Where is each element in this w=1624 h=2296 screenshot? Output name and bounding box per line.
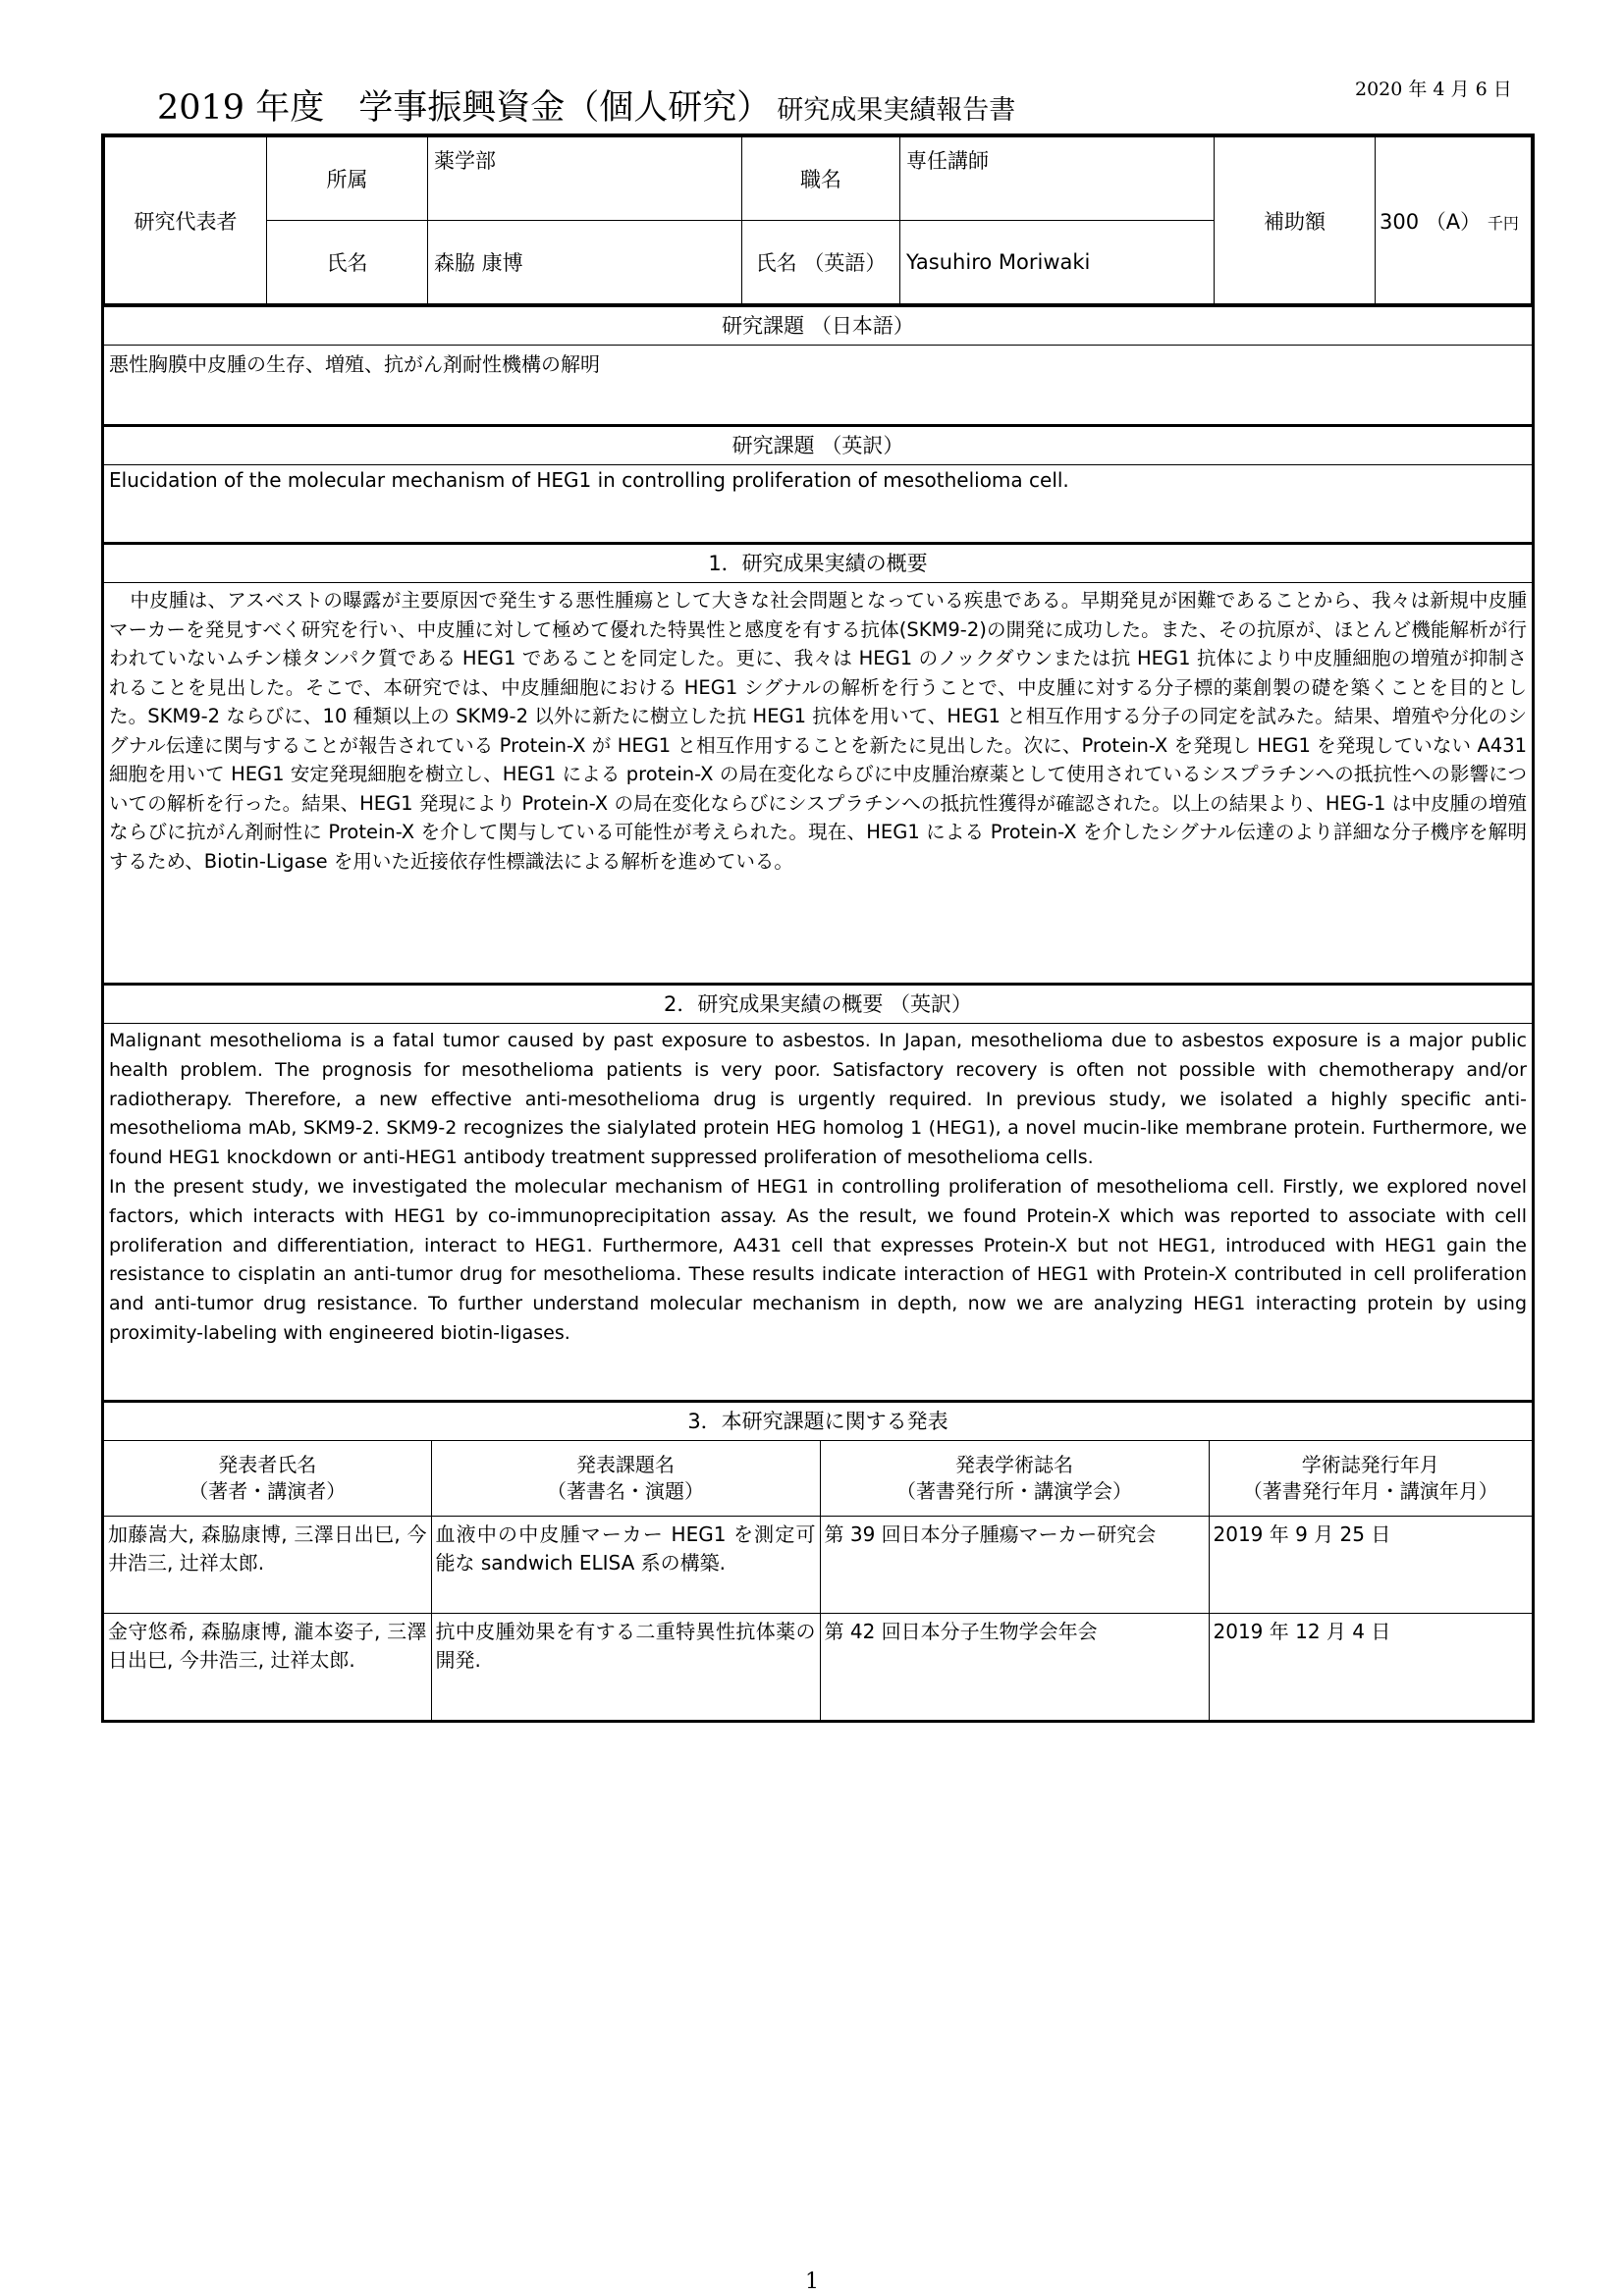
col-date-line2: （著書発行年月・講演年月） xyxy=(1242,1479,1498,1503)
col-date-header xyxy=(1209,1441,1532,1517)
affiliation-label: 所属 xyxy=(267,137,428,221)
row-2-title: 抗中皮腫効果を有する二重特異性抗体薬の開発. xyxy=(431,1614,820,1721)
table-row xyxy=(104,1517,1532,1614)
row-1-authors: 加藤嵩大, 森脇康博, 三澤日出巳, 今井浩三, 辻祥太郎. xyxy=(104,1517,431,1614)
summary-en-paragraph-2: In the present study, we investigated the molecular mechanism of HEG1 in controlling proliferation of mesothelioma cell. Firstly, we explored novel factors, which interacts with HEG1 by co-immunoprecipitation assay. As the result, we found Protein-X which was reported to associate with cell proliferation and differentiation, interact to HEG1. Furthermore, A431 cell that expresses Protein-X but not HEG1, introduced with HEG1 gain the resistance to cisplatin an anti-tumor drug for mesothelioma. These results indicate interaction of HEG1 with Protein-X contributed in cell proliferation and anti-tumor drug resistance. To further understand molecular mechanism in depth, now we are analyzing HEG1 interacting protein by using proximity-labeling with engineered biotin-ligases. xyxy=(109,1175,1527,1344)
publications-table xyxy=(104,1441,1532,1720)
summary-ja-body xyxy=(104,583,1532,983)
summary-en-heading: 2．研究成果実績の概要 （英訳） xyxy=(104,983,1532,1024)
row-1-date: 2019 年 9 月 25 日 xyxy=(1209,1517,1532,1614)
col-title-header xyxy=(431,1441,820,1517)
researcher-info-table xyxy=(104,136,1532,304)
row-2-authors: 金守悠希, 森脇康博, 瀧本姿子, 三澤日出巳, 今井浩三, 辻祥太郎. xyxy=(104,1614,431,1721)
col-date-line1: 学術誌発行年月 xyxy=(1301,1453,1439,1476)
col-venue-line2: （著書発行所・講演学会） xyxy=(896,1479,1132,1503)
col-venue-line1: 発表学術誌名 xyxy=(955,1453,1073,1476)
table-row xyxy=(104,1614,1532,1721)
col-authors-line2: （著者・講演者） xyxy=(189,1479,347,1503)
topic-en-body xyxy=(104,465,1532,542)
report-title xyxy=(157,80,1015,130)
name-en-label: 氏名 （英語） xyxy=(742,221,900,304)
topic-en-text: Elucidation of the molecular mechanism of HEG1 in controlling proliferation of mesothelioma cell. xyxy=(109,468,1069,492)
summary-ja-text: 中皮腫は、アスベストの曝露が主要原因で発生する悪性腫瘍として大きな社会問題となっている疾患である。早期発見が困難であることから、我々は新規中皮腫マーカーを発見すべく研究を行い、中皮腫に対して極めて優れた特異性と感度を有する抗体(SKM9-2)の開発に成功した。また、その抗原が、ほとんど機能解析が行われていないムチン様タンパク質である HEG1 であることを同定した。更に、我々は HEG1 のノックダウンまたは抗 HEG1 抗体により中皮腫細胞の増殖が抑制されることを見出した。そこで、本研究では、中皮腫細胞における HEG1 シグナルの解析を行うことで、中皮腫に対する分子標的薬創製の礎を築くことを目的とした。SKM9-2 ならびに、10 種類以上の SKM9-2 以外に新たに樹立した抗 HEG1 抗体を用いて、HEG1 と相互作用する分子の同定を試みた。結果、増殖や分化のシグナル伝達に関与することが報告されている Protein-X が HEG1 と相互作用することを新たに見出した。次に、Protein-X を発現し HEG1 を発現していない A431 細胞を用いて HEG1 安定発現細胞を樹立し、HEG1 による protein-X の局在変化ならびに中皮腫治療薬として使用されているシスプラチンへの抵抗性への影響についての解析を行った。結果、HEG1 発現により Protein-X の局在変化ならびにシスプラチンへの抵抗性獲得が確認された。以上の結果より、HEG-1 は中皮腫の増殖ならびに抗がん剤耐性に Protein-X を介して関与している可能性が考えられた。現在、HEG1 による Protein-X を介したシグナル伝達のより詳細な分子機序を解明するため、Biotin-Ligase を用いた近接依存性標識法による解析を進めている。 xyxy=(109,589,1527,873)
row-1-venue: 第 39 回日本分子腫瘍マーカー研究会 xyxy=(820,1517,1209,1614)
report-date: 2020 年 4 月 6 日 xyxy=(1355,79,1512,100)
topic-en-heading: 研究課題 （英訳） xyxy=(104,424,1532,465)
affiliation-value: 薬学部 xyxy=(428,137,742,221)
report-form xyxy=(101,133,1535,1723)
publications-header-row xyxy=(104,1441,1532,1517)
publications-heading: 3．本研究課題に関する発表 xyxy=(104,1400,1532,1441)
col-authors-line1: 発表者氏名 xyxy=(218,1453,317,1476)
position-value: 専任講師 xyxy=(900,137,1215,221)
summary-en-paragraph-1: Malignant mesothelioma is a fatal tumor caused by past exposure to asbestos. In Japan, mesothelioma due to asbestos exposure is a major public health problem. The prognosis for mesothelioma patients is very poor. Satisfactory recovery is often not possible with chemotherapy and/or radiotherapy. Therefore, a new effective anti-mesothelioma drug is urgently required. In previous study, we isolated a highly specific anti-mesothelioma mAb, SKM9-2. SKM9-2 recognizes the sialylated protein HEG homolog 1 (HEG1), a novel mucin-like membrane protein. Furthermore, we found HEG1 knockdown or anti-HEG1 antibody treatment suppressed proliferation of mesothelioma cells. xyxy=(109,1030,1527,1169)
col-venue-header xyxy=(820,1441,1209,1517)
title-main: 2019 年度 学事振興資金（個人研究） xyxy=(157,88,772,128)
position-label: 職名 xyxy=(742,137,900,221)
topic-ja-body xyxy=(104,346,1532,424)
grant-cell xyxy=(1376,137,1532,304)
name-label: 氏名 xyxy=(267,221,428,304)
name-en-value: Yasuhiro Moriwaki xyxy=(900,221,1215,304)
grant-label: 補助額 xyxy=(1215,137,1376,304)
grant-unit: 千円 xyxy=(1487,213,1519,233)
summary-ja-heading: 1．研究成果実績の概要 xyxy=(104,542,1532,583)
col-authors-header xyxy=(104,1441,431,1517)
col-title-line2: （著書名・演題） xyxy=(547,1479,704,1503)
topic-ja-heading: 研究課題 （日本語） xyxy=(104,304,1532,346)
title-sub: 研究成果実績報告書 xyxy=(777,95,1016,126)
page-number: 1 xyxy=(805,2269,819,2294)
col-title-line1: 発表課題名 xyxy=(576,1453,675,1476)
rep-label: 研究代表者 xyxy=(105,137,267,304)
summary-en-body xyxy=(104,1024,1532,1400)
name-value: 森脇 康博 xyxy=(428,221,742,304)
row-2-venue: 第 42 回日本分子生物学会年会 xyxy=(820,1614,1209,1721)
grant-value: 300 （A） xyxy=(1380,209,1482,234)
row-1-title: 血液中の中皮腫マーカー HEG1 を測定可能な sandwich ELISA 系の構築. xyxy=(431,1517,820,1614)
topic-ja-text: 悪性胸膜中皮腫の生存、増殖、抗がん剤耐性機構の解明 xyxy=(109,352,600,376)
row-2-date: 2019 年 12 月 4 日 xyxy=(1209,1614,1532,1721)
